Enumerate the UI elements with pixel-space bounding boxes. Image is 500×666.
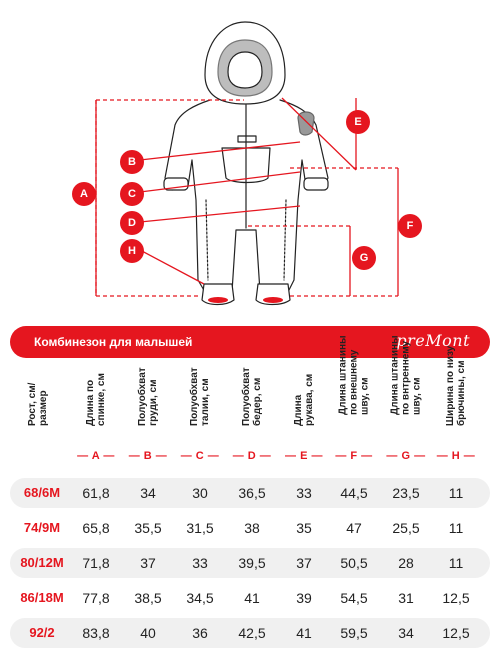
column-letter-g: — G —	[386, 450, 426, 462]
table-cell: 38	[244, 520, 260, 536]
table-row	[10, 478, 490, 508]
table-cell: 39	[296, 590, 312, 606]
header-a: Длина по спинке, см	[85, 373, 107, 426]
column-letter-b: — B —	[128, 450, 168, 462]
marker-g: G	[352, 246, 376, 270]
table-cell: 42,5	[238, 625, 266, 641]
marker-c: C	[120, 182, 144, 206]
header-b: Полуобхват груди, см	[137, 367, 159, 426]
table-cell: 33	[192, 555, 208, 571]
table-cell: 61,8	[82, 485, 110, 501]
table-cell: 23,5	[392, 485, 420, 501]
table-row	[10, 583, 490, 613]
marker-b: B	[120, 150, 144, 174]
label-patch	[238, 136, 256, 142]
table-row	[10, 548, 490, 578]
table-cell: 28	[398, 555, 414, 571]
table-cell: 31	[398, 590, 414, 606]
table-cell: 37	[296, 555, 312, 571]
marker-d: D	[120, 211, 144, 235]
marker-h: H	[120, 239, 144, 263]
table-cell: 83,8	[82, 625, 110, 641]
size-cell: 80/12M	[20, 555, 64, 570]
table-cell: 12,5	[442, 625, 470, 641]
header-c: Полуобхват талии, см	[189, 367, 211, 426]
marker-a: A	[72, 182, 96, 206]
table-row	[10, 618, 490, 648]
column-letter-a: — A —	[77, 450, 115, 462]
header-size: Рост, см/ размер	[27, 382, 49, 426]
table-cell: 11	[448, 555, 464, 571]
header-g: Длина штанины по внтреннему шву, см	[389, 335, 423, 415]
size-cell: 92/2	[29, 625, 55, 640]
table-cell: 11	[448, 485, 464, 501]
table-cell: 38,5	[134, 590, 162, 606]
table-cell: 12,5	[442, 590, 470, 606]
table-cell: 31,5	[186, 520, 214, 536]
header-d: Полуобхват бедер, см	[241, 367, 263, 426]
snowsuit-illustration	[0, 0, 500, 322]
header-h: Ширина по низу брючины, см	[445, 345, 467, 426]
table-cell: 41	[244, 590, 260, 606]
size-cell: 68/6M	[23, 485, 61, 500]
header-e: Длина рукава, см	[293, 373, 315, 426]
table-cell: 34,5	[186, 590, 214, 606]
banner-title: Комбинезон для малышей	[34, 335, 193, 349]
marker-e: E	[346, 110, 370, 134]
table-cell: 44,5	[340, 485, 368, 501]
table-cell: 25,5	[392, 520, 420, 536]
table-cell: 47	[346, 520, 362, 536]
table-cell: 41	[296, 625, 312, 641]
table-cell: 33	[296, 485, 312, 501]
column-letter-d: — D —	[232, 450, 272, 462]
table-cell: 54,5	[340, 590, 368, 606]
measure-b	[140, 142, 300, 160]
table-cell: 77,8	[82, 590, 110, 606]
table-cell: 50,5	[340, 555, 368, 571]
table-cell: 36	[192, 625, 208, 641]
table-cell: 34	[140, 485, 156, 501]
header-f: Длина штанины по внешнему шву, см	[337, 335, 371, 415]
table-cell: 35,5	[134, 520, 162, 536]
brand-logo: preMont	[396, 331, 470, 350]
column-letter-c: — C —	[180, 450, 220, 462]
column-letter-f: — F —	[335, 450, 373, 462]
column-letter-h: — H —	[436, 450, 476, 462]
table-cell: 11	[448, 520, 464, 536]
table-row	[10, 513, 490, 543]
table-cell: 39,5	[238, 555, 266, 571]
table-cell: 30	[192, 485, 208, 501]
table-cell: 34	[398, 625, 414, 641]
measure-h	[140, 250, 204, 284]
measure-e	[282, 98, 356, 170]
table-cell: 59,5	[340, 625, 368, 641]
table-cell: 65,8	[82, 520, 110, 536]
column-letter-e: — E —	[285, 450, 323, 462]
table-cell: 71,8	[82, 555, 110, 571]
size-cell: 86/18M	[20, 590, 64, 605]
table-cell: 35	[296, 520, 312, 536]
table-cell: 36,5	[238, 485, 266, 501]
table-cell: 37	[140, 555, 156, 571]
table-cell: 40	[140, 625, 156, 641]
measure-d	[140, 206, 300, 222]
size-cell: 74/9M	[23, 520, 61, 535]
marker-f: F	[398, 214, 422, 238]
